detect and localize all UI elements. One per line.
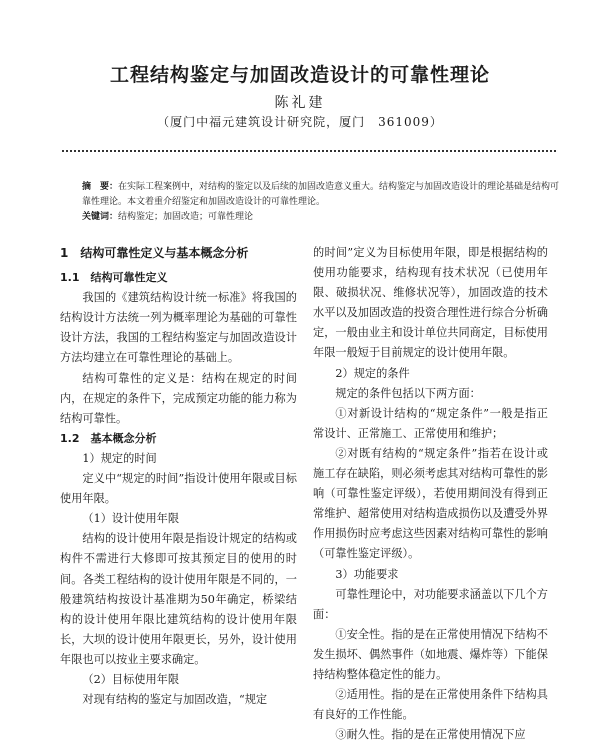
body-paragraph: 结构的设计使用年限是指设计规定的结构或构件不需进行大修即可按其预定目的使用的时间。各类工程结构的设计使用年限是不同的，一般建筑结构按设计基准期为50年确定，桥梁结构的设计使用年限比建筑结构的设计使用年限长，大坝的设计使用年限更长，另外，设计使用年限也可以按业主要求确定。 [60, 532, 297, 666]
body-paragraph: ①对新设计结构的“规定条件”一般是指正常设计、正常施工、正常使用和维护； [313, 406, 548, 440]
subsection-heading: 1.2 基本概念分析 [60, 431, 157, 445]
keywords-label: 关键词： [82, 212, 119, 222]
header-divider [62, 150, 556, 152]
author-affiliation: （厦门中福元建筑设计研究院，厦门 361009） [157, 115, 443, 129]
abstract-text: 在实际工程案例中，对结构的鉴定以及后续的加固改造意义重大。结构鉴定与加固改造设计的理论基础是结构可靠性理论。本文着重介绍鉴定和加固改造设计的可靠性理论。 [82, 182, 560, 207]
item-heading: 2）规定的条件 [335, 366, 410, 380]
body-paragraph: 我国的《建筑结构设计统一标准》将我国的结构设计方法统一列为概率理论为基础的可靠性设计方法，我国的工程结构鉴定与加固改造设计方法均建立在可靠性理论的基础上。 [60, 291, 297, 365]
section-heading: 1 结构可靠性定义与基本概念分析 [60, 246, 249, 260]
author-name: 陈礼建 [274, 95, 326, 111]
body-paragraph: ①安全性。指的是在正常使用情况下结构不发生损坏、偶然事件（如地震、爆炸等）下能保持结构整体稳定性的能力。 [313, 627, 548, 681]
body-paragraph: 可靠性理论中，对功能要求涵盖以下几个方面： [313, 587, 548, 621]
body-paragraph: ③耐久性。指的是在正常使用情况下应 [335, 728, 526, 742]
abstract-paragraph [82, 180, 560, 210]
body-paragraph: ②对既有结构的“规定条件”指若在设计或施工存在缺陷，则必须考虑其对结构可靠性的影响（可靠性鉴定评级），若使用期间没有得到正常维护、超常使用对结构造成损伤以及遭受外界作用损伤时应考虑这些因素对结构可靠性的影响（可靠性鉴定评级）。 [313, 446, 548, 561]
left-column [60, 243, 297, 710]
body-paragraph-continued: 的时间”定义为目标使用年限，即是根据结构的使用功能要求，结构现有技术状况（已使用年限、破损状况、维修状况等），加固改造的技术水平以及加固改造的投资合理性进行综合分析确定，一般由业主和设计单位共同商定，目标使用年限一般短于目前规定的设计使用年限。 [313, 246, 548, 360]
item-heading: 3）功能要求 [335, 567, 399, 581]
subsection-heading: 1.1 结构可靠性定义 [60, 271, 168, 285]
body-paragraph: 定义中“规定的时间”指设计使用年限或目标使用年限。 [60, 472, 297, 506]
abstract-label: 摘 要： [82, 182, 119, 192]
abstract-block [82, 180, 560, 225]
body-paragraph: 对现有结构的鉴定与加固改造，“规定 [82, 693, 268, 707]
keywords-line [82, 210, 560, 225]
keywords-text: 结构鉴定；加固改造；可靠性理论 [118, 212, 254, 222]
body-paragraph: 结构可靠性的定义是：结构在规定的时间内，在规定的条件下，完成预定功能的能力称为结构可靠性。 [60, 371, 297, 425]
item-heading: 1）规定的时间 [82, 451, 157, 465]
body-paragraph: ②适用性。指的是在正常使用条件下结构具有良好的工作性能。 [313, 688, 548, 722]
right-column [313, 243, 548, 745]
paper-title: 工程结构鉴定与加固改造设计的可靠性理论 [109, 64, 490, 86]
body-paragraph: 规定的条件包括以下两方面： [335, 386, 481, 400]
item-heading: （2）目标使用年限 [82, 672, 180, 686]
item-heading: （1）设计使用年限 [82, 512, 180, 526]
